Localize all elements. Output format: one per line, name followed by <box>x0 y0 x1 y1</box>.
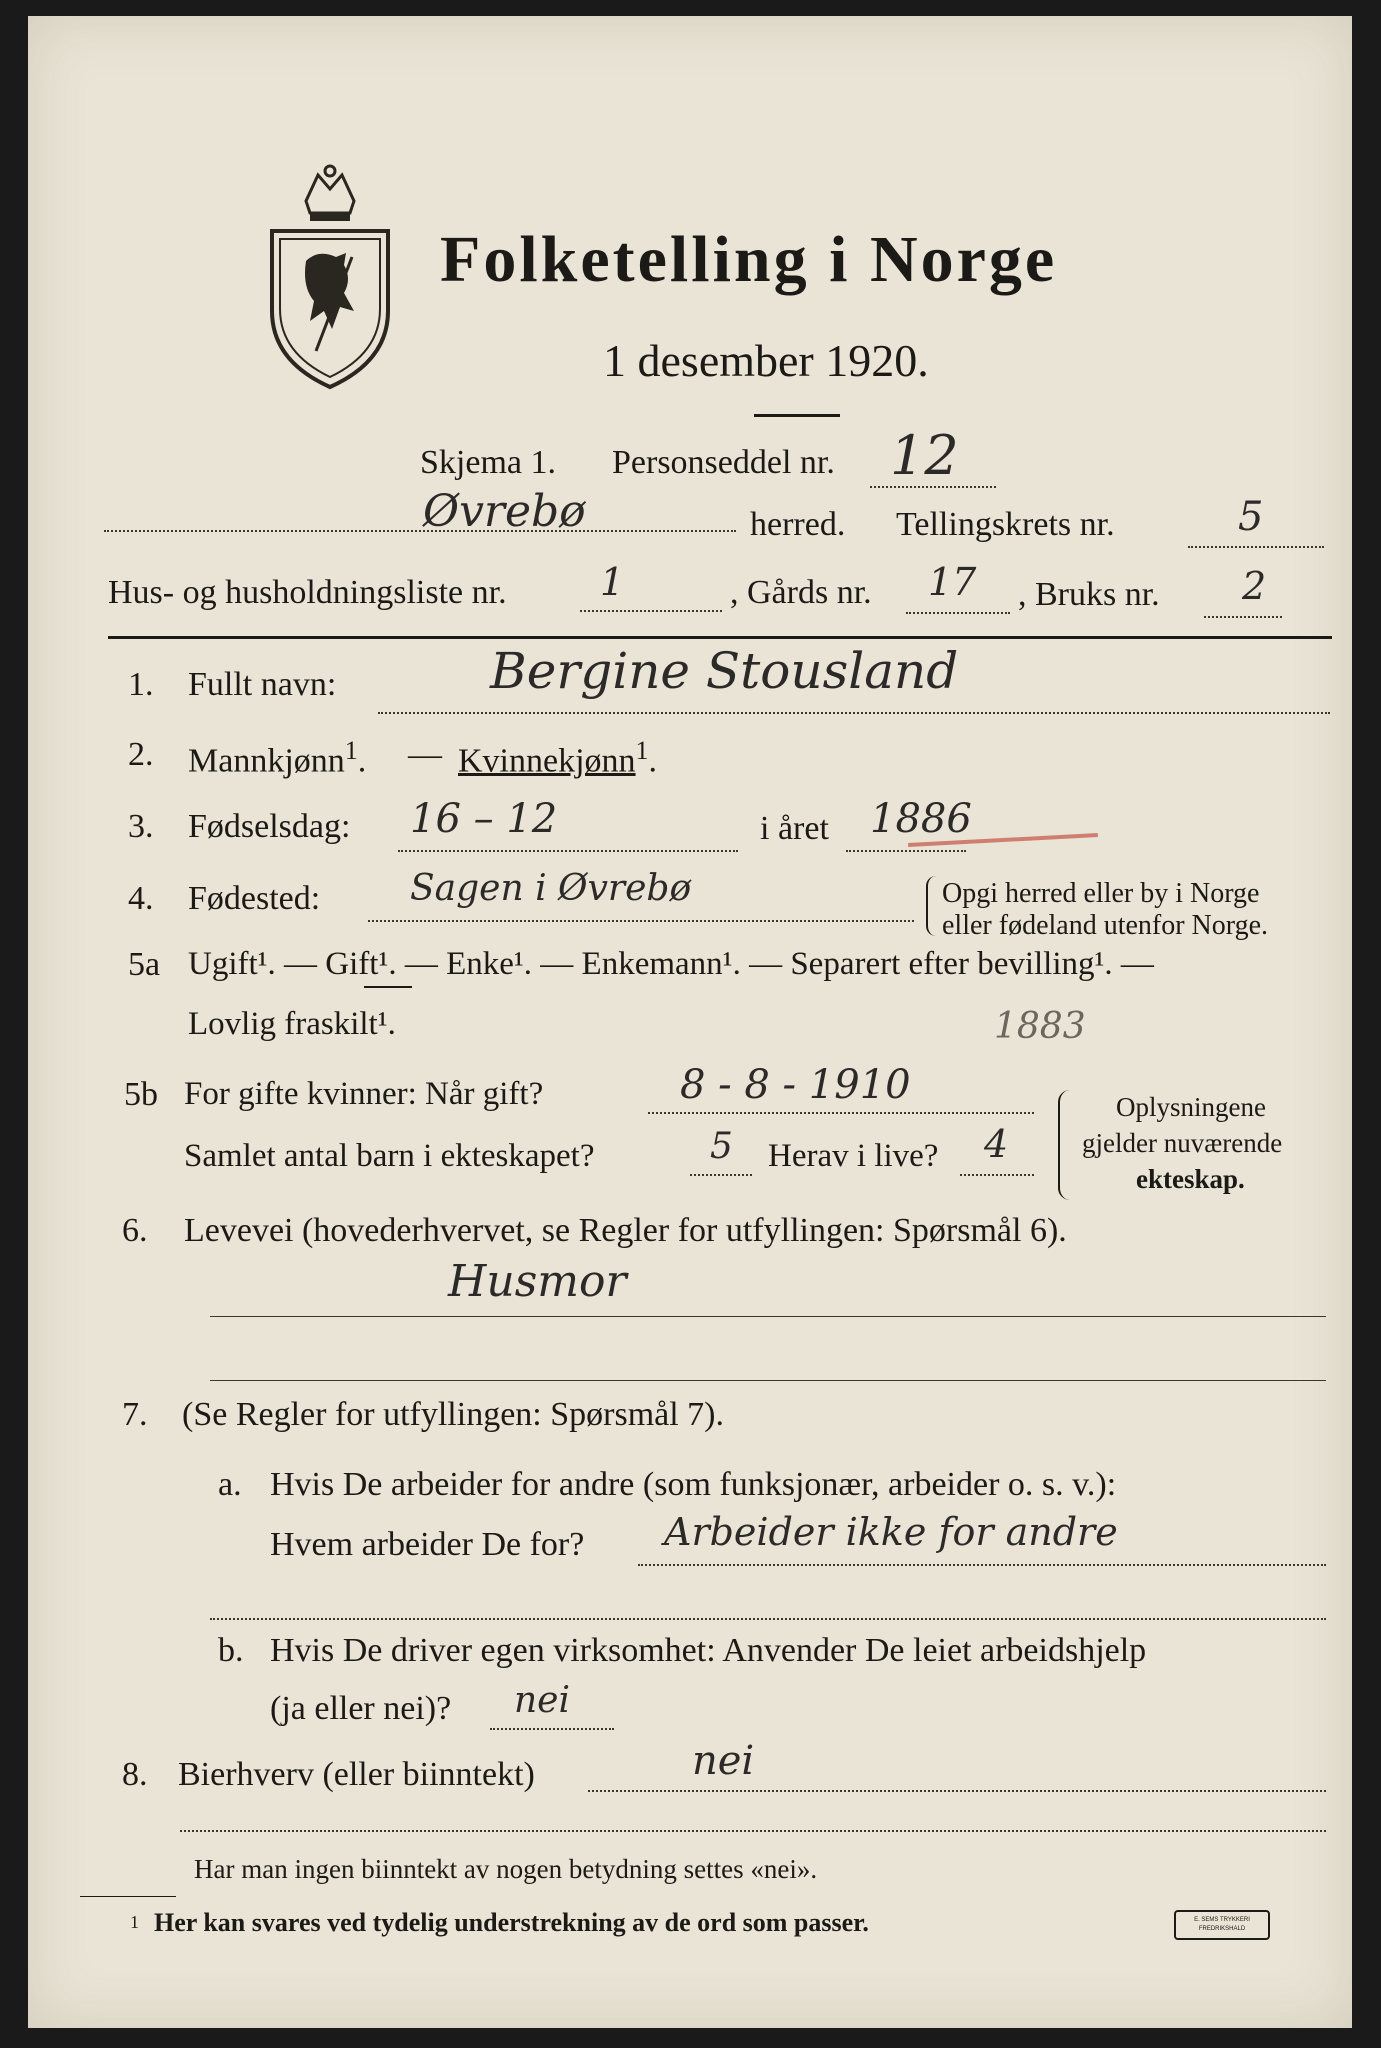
q8-line-1 <box>588 1790 1326 1792</box>
tellingskrets-line <box>1188 546 1324 548</box>
q4-note-line-2: eller fødeland utenfor Norge. <box>942 910 1269 941</box>
q5a-gift-underline <box>364 986 412 988</box>
q3-number: 3. <box>128 808 154 845</box>
q7-number: 7. <box>122 1396 148 1433</box>
q8-answer: nei <box>692 1738 755 1784</box>
herred-label: herred. <box>750 506 846 543</box>
q2-option-female: Kvinnekjønn$^1$. <box>458 736 658 780</box>
footnote-mark: 1 <box>130 1912 139 1932</box>
q7a-line-answer <box>638 1564 1326 1566</box>
bruks-number: 2 <box>1242 564 1267 608</box>
q5b-note-line-2: gjelder nuværende <box>1082 1128 1283 1158</box>
q5b-note-line-1: Oplysningene <box>1116 1092 1266 1122</box>
q5b-note-line-3: ekteskap. <box>1136 1164 1245 1194</box>
gards-number: 17 <box>928 560 977 604</box>
q7b-line-2: (ja eller nei)? <box>270 1690 452 1727</box>
q5b-married-date: 8 - 8 - 1910 <box>680 1062 911 1108</box>
q3-year-line <box>846 850 966 852</box>
q2-number: 2. <box>128 736 154 773</box>
q3-line <box>398 850 738 852</box>
q4-number: 4. <box>128 880 154 917</box>
q7-label: (Se Regler for utfyllingen: Spørsmål 7). <box>182 1396 725 1433</box>
gards-label: , Gårds nr. <box>730 574 872 611</box>
q7a-line-2: Hvem arbeider De for? <box>270 1526 585 1563</box>
q7a-line-1: Hvis De arbeider for andre (som funksjonær, arbeider o. s. v.): <box>270 1466 1117 1503</box>
q1-full-name: Bergine Stousland <box>490 642 959 700</box>
q4-label: Fødested: <box>188 880 321 917</box>
q5a-margin-note: 1883 <box>994 1006 1086 1047</box>
q4-note-line-1: Opgi herred eller by i Norge <box>942 878 1260 909</box>
q6-line-2 <box>210 1380 1326 1381</box>
q3-birth-year: 1886 <box>870 796 972 842</box>
tellingskrets-number: 5 <box>1238 494 1264 540</box>
q6-label: Levevei (hovederhvervet, se Regler for utfyllingen: Spørsmål 6). <box>184 1212 1067 1249</box>
form-title: Folketelling i Norge <box>440 223 1058 296</box>
q7b-answer: nei <box>514 1680 571 1721</box>
personseddel-number: 12 <box>890 424 959 487</box>
q4-birthplace: Sagen i Øvrebø <box>410 868 692 909</box>
q5b-alive-line <box>960 1174 1034 1176</box>
footer-note: Har man ingen biinntekt av nogen betydning settes «nei». <box>194 1854 818 1884</box>
q7a-letter: a. <box>218 1466 242 1503</box>
husholdning-number: 1 <box>600 560 625 604</box>
tellingskrets-label: Tellingskrets nr. <box>896 506 1115 543</box>
q5b-alive-label: Herav i live? <box>768 1138 939 1174</box>
q8-number: 8. <box>122 1756 148 1793</box>
q8-line-2 <box>180 1830 1326 1832</box>
printer-stamp: E. SEMS TRYKKERI FREDRIKSHALD <box>1174 1910 1270 1940</box>
header-separator <box>108 636 1332 639</box>
q5b-married-line <box>648 1112 1034 1114</box>
q3-year-label: i året <box>760 810 829 847</box>
q1-line <box>378 712 1330 714</box>
herred-name: Øvrebø <box>423 486 586 537</box>
q6-line-1 <box>210 1316 1326 1317</box>
footnote-text: Her kan svares ved tydelig understrekning av de ord som passer. <box>154 1908 869 1937</box>
personseddel-line <box>870 486 996 488</box>
q7a-employer: Arbeider ikke for andre <box>664 1510 1118 1554</box>
q5b-children-count: 5 <box>710 1126 733 1167</box>
q5b-alive-count: 4 <box>984 1122 1009 1166</box>
q5b-married-label: For gifte kvinner: Når gift? <box>184 1076 544 1112</box>
husholdning-line <box>580 610 722 612</box>
q2-option-male: Mannkjønn$^1$. <box>188 736 367 780</box>
q8-label: Bierhverv (eller biinntekt) <box>178 1756 535 1793</box>
q5a-options-line-1: Ugift¹. — Gift¹. — Enke¹. — Enkemann¹. — Separert efter bevilling¹. — <box>188 946 1154 982</box>
q4-line <box>368 920 914 922</box>
q1-label: Fullt navn: <box>188 666 337 703</box>
q6-occupation: Husmor <box>448 1256 627 1307</box>
personseddel-label: Personseddel nr. <box>612 444 835 481</box>
q7b-line <box>490 1728 614 1730</box>
q2-separator: — <box>408 736 442 773</box>
q7b-letter: b. <box>218 1632 244 1669</box>
census-form-page <box>28 16 1352 2028</box>
q5a-number: 5a <box>128 946 161 983</box>
bruks-line <box>1204 616 1282 618</box>
herred-line <box>104 530 736 532</box>
q5b-brace <box>1058 1090 1072 1200</box>
q7a-line-extra <box>210 1618 1326 1620</box>
q3-birthday: 16 – 12 <box>410 796 558 842</box>
q5b-children-line <box>690 1174 752 1176</box>
norwegian-coat-of-arms-icon <box>266 161 394 391</box>
footnote-rule <box>80 1896 176 1897</box>
q7b-line-1: Hvis De driver egen virksomhet: Anvender De leiet arbeidshjelp <box>270 1632 1147 1669</box>
q3-label: Fødselsdag: <box>188 808 351 845</box>
skjema-label: Skjema 1. <box>420 444 556 481</box>
husholdning-label: Hus- og husholdningsliste nr. <box>108 574 507 611</box>
census-date: 1 desember 1920. <box>603 335 929 386</box>
q5b-number: 5b <box>124 1076 158 1113</box>
gards-line <box>906 612 1010 614</box>
bruks-label: , Bruks nr. <box>1018 576 1160 613</box>
q4-brace <box>926 876 938 936</box>
title-divider <box>754 414 840 417</box>
q5a-options-line-2: Lovlig fraskilt¹. <box>188 1006 396 1042</box>
q5b-children-label: Samlet antal barn i ekteskapet? <box>184 1138 595 1174</box>
q6-number: 6. <box>122 1212 148 1249</box>
q1-number: 1. <box>128 666 154 703</box>
